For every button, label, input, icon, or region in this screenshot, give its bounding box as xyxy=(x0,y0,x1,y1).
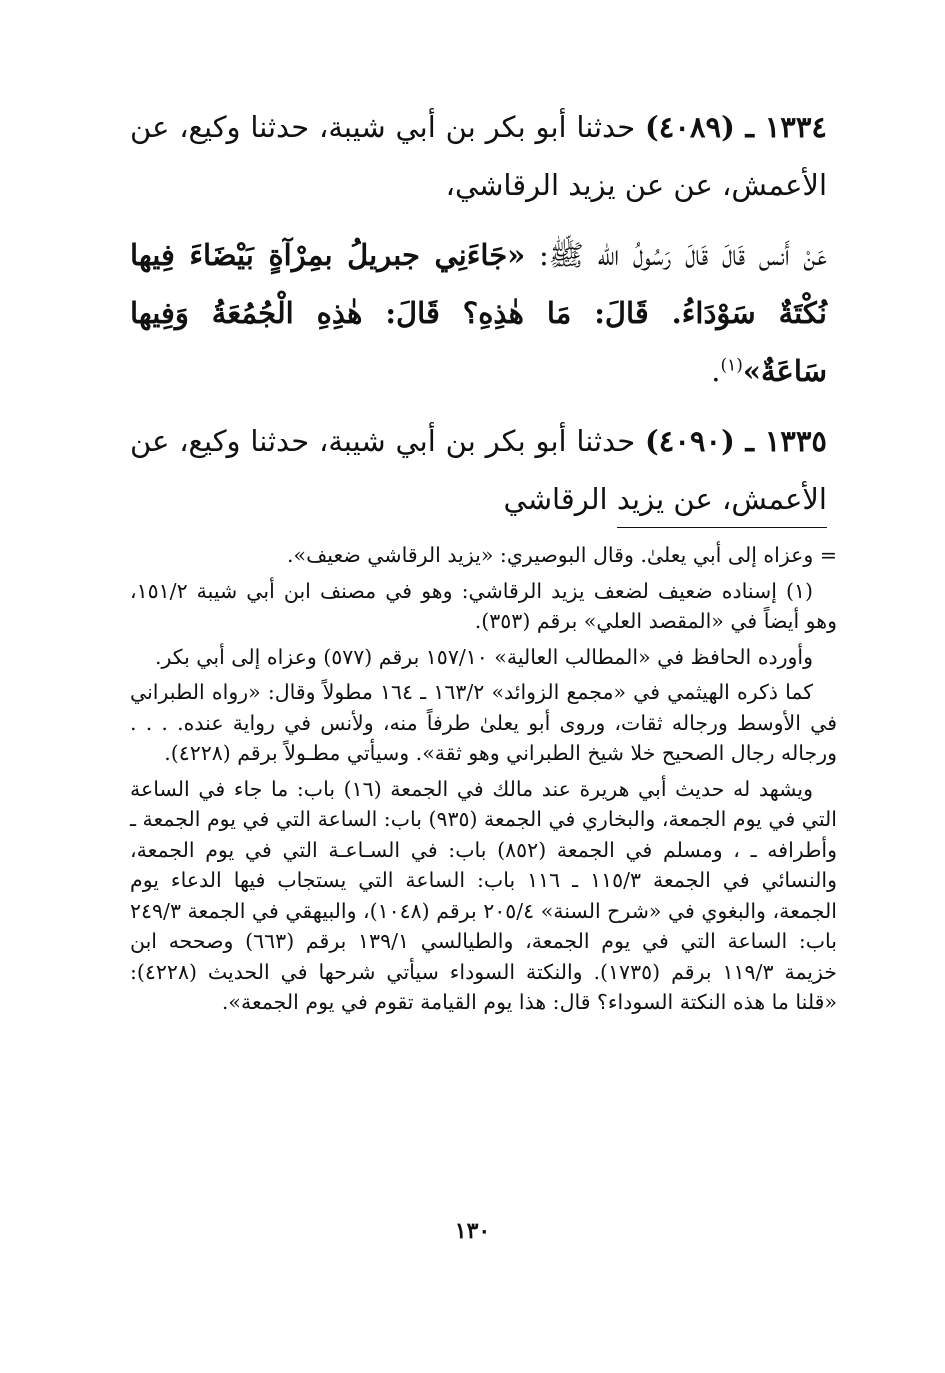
hadith-entry-1335 xyxy=(130,412,827,528)
footnote-separator xyxy=(617,527,827,528)
hadith-entry-1334 xyxy=(130,98,827,214)
footnote-1: (١) إسناده ضعيف لضعف يزيد الرقاشي: وهو في مصنف ابن أبي شيبة ١٥١/٢، وهو أيضاً في «المقصد العلي» برقم (٣٥٣). xyxy=(130,578,837,633)
entry-number: ١٣٣٤ ـ (٤٠٨٩) xyxy=(645,110,828,144)
matn-text: «جَاءَنِي جبريلُ بمِرْآةٍ بَيْضَاءَ فِيها نُكْتَةٌ سَوْدَاءُ. قَالَ: مَا هٰذِهِ؟ قَالَ: هٰذِهِ الْجُمُعَةُ وَفِيها سَاعَةٌ» xyxy=(130,238,827,388)
footnote-ref: (١) xyxy=(720,355,743,376)
footnote-paragraph: وأورده الحافظ في «المطالب العالية» ١٥٧/١٠ برقم (٥٧٧) وعزاه إلى أبي بكر. xyxy=(154,644,813,669)
footnotes xyxy=(130,540,837,1023)
isnad-text: حدثنا أبو بكر بن أبي شيبة، حدثنا وكيع، عن الأعمش، عن يزيد الرقاشي xyxy=(130,424,827,516)
footnote-paragraph: كما ذكره الهيثمي في «مجمع الزوائد» ١٦٣/٢ ـ ١٦٤ مطولاً وقال: «رواه الطبراني في الأوسط ورجاله ثقات، وروى أبو يعلىٰ طرفاً منه، ولأنس في رواية عنده. . . . ورجاله رجال الصحيح خلا شيخ الطبراني وهو ثقة». وسيأتي مطـولاً برقم (٤٢٢٨). xyxy=(130,680,837,765)
footnote-continuation: = وعزاه إلى أبي يعلىٰ. وقال البوصيري: «يزيد الرقاشي ضعيف». xyxy=(287,543,837,567)
isnad-text: حدثنا أبو بكر بن أبي شيبة، حدثنا وكيع، عن الأعمش، عن عن يزيد الرقاشي، xyxy=(130,110,827,202)
page-number: ١٣٠ xyxy=(454,1218,491,1244)
footnote-paragraph: ويشهد له حديث أبي هريرة عند مالك في الجمعة (١٦) باب: ما جاء في الساعة التي في يوم الجمعة، والبخاري في الجمعة (٩٣٥) باب: الساعة التي في يوم الجمعة ـ وأطرافه ـ ، ومسلم في الجمعة (٨٥٢) باب: في السـاعـة التي في يوم الجمعة، والنسائي في الجمعة ١١٥/٣ ـ ١١٦ باب: الساعة التي يستجاب فيها الدعاء يوم الجمعة، والبغوي في «شرح السنة» ٢٠٥/٤ برقم (١٠٤٨)، والبيهقي في الجمعة ٢٤٩/٣ باب: الساعة التي في يوم الجمعة، والطيالسي ١٣٩/١ برقم (٦٦٣) وصححه ابن خزيمة ١١٩/٣ برقم (١٧٣٥). والنكتة السوداء سيأتي شرحها في الحديث (٤٢٢٨): «قلنا ما هذه النكتة السوداء؟ قال: هذا يوم القيامة تقوم في يوم الجمعة». xyxy=(130,776,837,1014)
main-text xyxy=(130,98,827,540)
matn-intro: عَنْ أَنس قَالَ قَالَ رَسُولُ الله ﷺ: xyxy=(538,238,827,272)
hadith-matn-1334 xyxy=(130,226,827,400)
matn-end: . xyxy=(711,354,721,388)
entry-number: ١٣٣٥ ـ (٤٠٩٠) xyxy=(645,424,828,458)
